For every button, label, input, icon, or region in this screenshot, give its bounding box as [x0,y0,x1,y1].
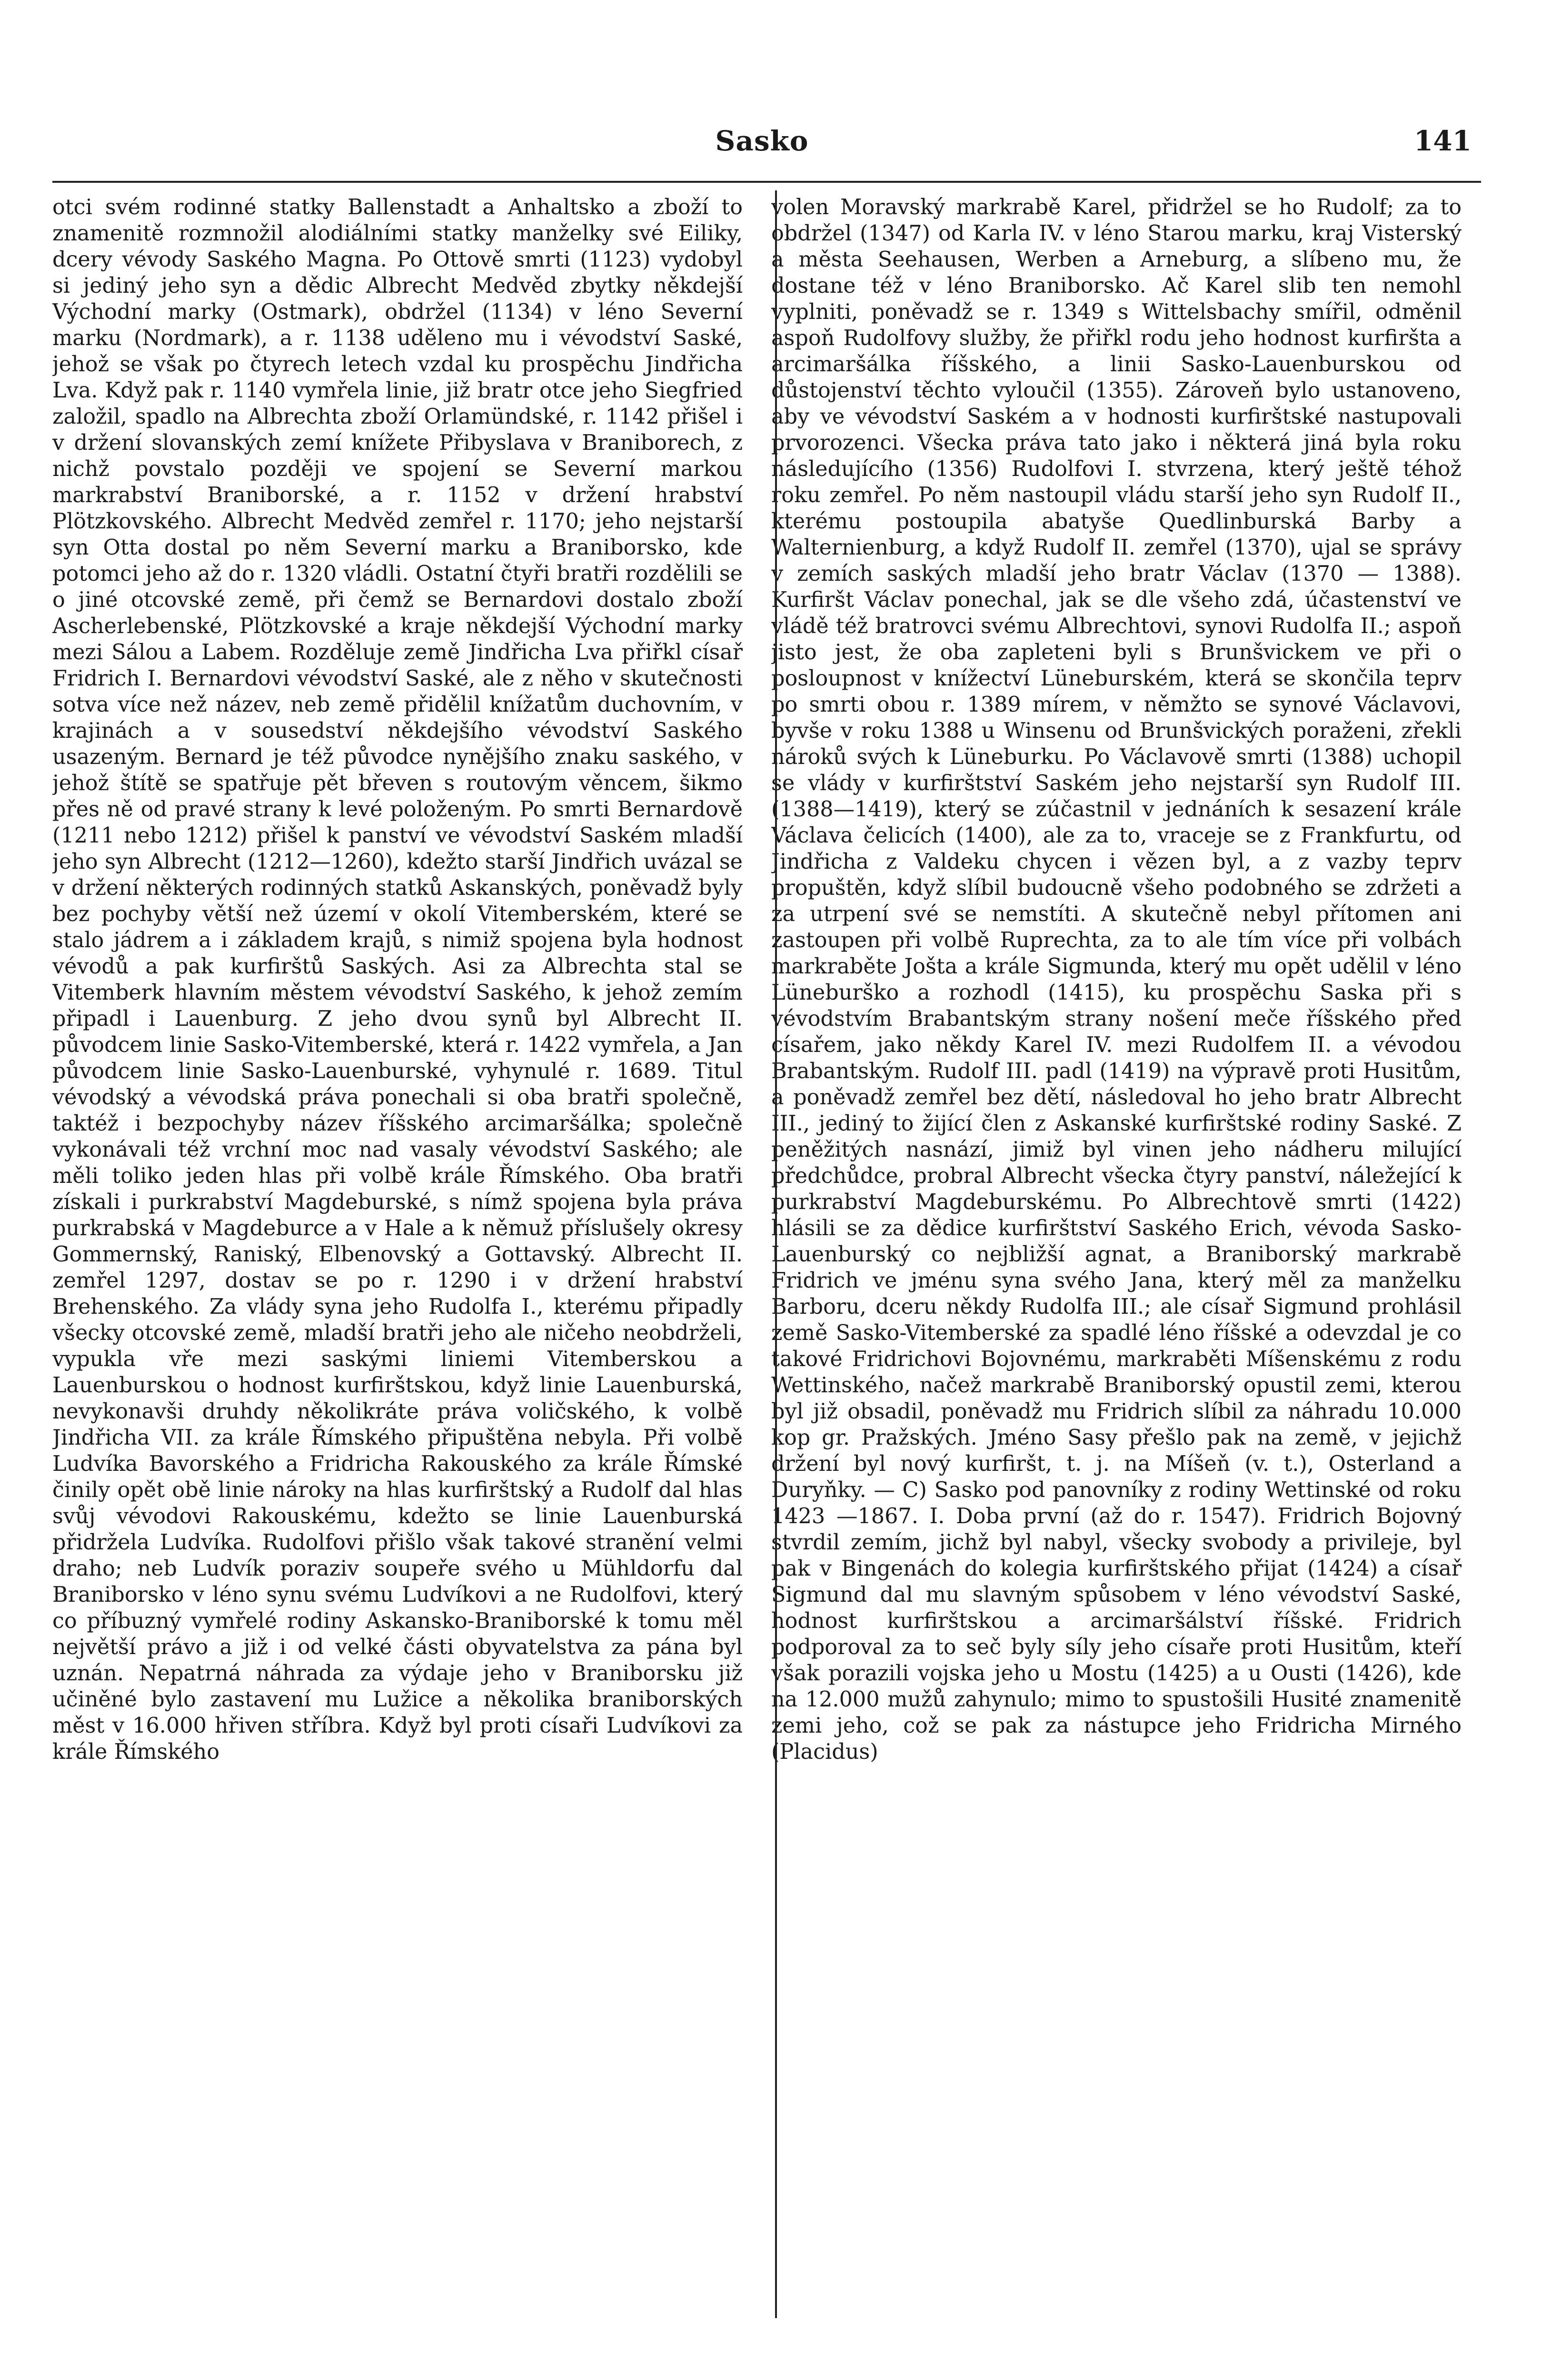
right-column-text: volen Moravský markrabě Karel, přidržel se ho Rudolf; za to obdržel (1347) od Karla IV. v léno Starou marku, kraj Visterský a města Seehausen, Werben a Arneburg, a slíbeno mu, že dostane též v léno Braniborsko. Ač Karel slib ten nemohl vyplniti, poněvadž se r. 1349 s Wittelsbachy smířil, odměnil aspoň Rudolfovy služby, že přiřkl rodu jeho hodnost kurfiršta a arcimaršálka říšského, a linii Sasko-Lauenburskou od důstojenství těchto vyloučil (1355). Zároveň bylo ustanoveno, aby ve vévodství Saském a v hodnosti kurfirštské nastupovali prvorozenci. Všecka práva tato jako i některá jiná byla roku následujícího (1356) Rudolfovi I. stvrzena, který ještě téhož roku zemřel. Po něm nastoupil vládu starší jeho syn Rudolf II., kterému postoupila abatyše Quedlinburská Barby a Walternienburg, a když Rudolf II. zemřel (1370), ujal se správy v zemích saských mladší jeho bratr Václav (1370 — 1388). Kurfiršt Václav ponechal, jak se dle všeho zdá, účastenství ve vládě též bratrovci svému Albrechtovi, synovi Rudolfa II.; aspoň jisto jest, že oba zapleteni byli s Brunšvickem ve při o posloupnost v knížectví Lüneburském, která se skončila teprv po smrti obou r. 1389 mírem, v němžto se synové Václavovi, byvše v roku 1388 u Winsenu od Brunšvických poraženi, zřekli nároků svých k Lüneburku. Po Václavově smrti (1388) uchopil se vlády v kurfirštství Saském jeho nejstarší syn Rudolf III. (1388—1419), který se zúčastnil v jednáních k sesazení krále Václava čelicích (1400), ale za to, vraceje se z Frankfurtu, od Jindřicha z Valdeku chycen i vězen byl, a z vazby teprv propuštěn, když slíbil budoucně všeho podobného se zdržeti a za utrpení své se nemstíti. A skutečně nebyl přítomen ani zastoupen při volbě Ruprechta, za to ale tím více při volbách markraběte Jošta a krále Sigmunda, který mu opět udělil v léno Lüneburško a rozhodl (1415), ku prospěchu Saska při s vévodstvím Brabantským strany nošení meče říšského před císařem, jako někdy Karel IV. mezi Rudolfem II. a vévodou Brabantským. Rudolf III. padl (1419) na výpravě proti Husitům, a poněvadž zemřel bez dětí, následoval ho jeho bratr Albrecht III., jediný to žijící člen z Askanské kurfirštské rodiny Saské. Z peněžitých nasnází, jimiž byl vinen jeho nádheru milující předchůdce, probral Albrecht všecka čtyry panství, náležející k purkrabství Magdeburskému. Po Albrechtově smrti (1422) hlásili se za dědice kurfirštství Saského Erich, vévoda Sasko-Lauenburský co nejbližší agnat, a Braniborský markrabě Fridrich ve jménu syna svého Jana, který měl za manželku Barboru, dceru někdy Rudolfa III.; ale císař Sigmund prohlásil země Sasko-Vitemberské za spadlé léno říšské a odevzdal je co takové Fridrichovi Bojovnému, markraběti Míšenskému z rodu Wettinského, načež markrabě Braniborský opustil zemi, kterou byl již obsadil, poněvadž mu Fridrich slíbil za náhradu 10.000 kop gr. Pražských. Jméno Sasy přešlo pak na země, v jejichž držení byl nový kurfiršt, t. j. na Míšeň (v. t.), Osterland a Duryňky. — C) Sasko pod panovníky z rodiny Wettinské od roku 1423 —1867. I. Doba první (až do r. 1547). Fridrich Bojovný stvrdil zemím, jichž byl nabyl, všecky svobody a privileje, byl pak v Bingenách do kolegia kurfirštského přijat (1424) a císař Sigmund dal mu slavným spůsobem v léno vévodství Saské, hodnost kurfirštskou a arcimaršálství říšské. Fridrich podporoval za to seč byly síly jeho císaře proti Husitům, kteří však porazili vojska jeho u Mostu (1425) a u Ousti (1426), kde na 12.000 mužů zahynulo; mimo to spustošili Husité znamenitě zemi jeho, což se pak za nástupce jeho Fridricha Mirného (Placidus) [771,195,1462,1764]
column-divider [775,190,777,2318]
running-title: Sasko [715,125,809,157]
right-column [771,194,1462,2308]
page-header [52,125,1472,168]
header-rule [52,181,1481,183]
left-column [52,194,743,2308]
left-column-text: otci svém rodinné statky Ballenstadt a Anhaltsko a zboží to znamenitě rozmnožil alodiálními statky manželky své Eiliky, dcery vévody Saského Magna. Po Ottově smrti (1123) vydobyl si jediný jeho syn a dědic Albrecht Medvěd zbytky někdejší Východní marky (Ostmark), obdržel (1134) v léno Severní marku (Nordmark), a r. 1138 uděleno mu i vévodství Saské, jehož se však po čtyrech letech vzdal ku prospěchu Jindřicha Lva. Když pak r. 1140 vymřela linie, již bratr otce jeho Siegfried založil, spadlo na Albrechta zboží Orlamündské, r. 1142 přišel i v držení slovanských zemí knížete Přibyslava v Braniborech, z nichž povstalo později ve spojení se Severní markou markrabství Braniborské, a r. 1152 v držení hrabství Plötzkovského. Albrecht Medvěd zemřel r. 1170; jeho nejstarší syn Otta dostal po něm Severní marku a Braniborsko, kde potomci jeho až do r. 1320 vládli. Ostatní čtyři bratři rozdělili se o jiné otcovské země, při čemž se Bernardovi dostalo zboží Ascherlebenské, Plötzkovské a kraje někdejší Východní marky mezi Sálou a Labem. Rozděluje země Jindřicha Lva přiřkl císař Fridrich I. Bernardovi vévodství Saské, ale z něho v skutečnosti sotva více než název, neb země přidělil knížatům duchovním, v krajinách a v sousedství někdejšího vévodství Saského usazeným. Bernard je též původce nynějšího znaku saského, v jehož štítě se spatřuje pět břeven s routovým věncem, šikmo přes ně od pravé strany k levé položeným. Po smrti Bernardově (1211 nebo 1212) přišel k panství ve vévodství Saském mladší jeho syn Albrecht (1212—1260), kdežto starší Jindřich uvázal se v držení některých rodinných statků Askanských, poněvadž byly bez pochyby větší než území v okolí Vitemberském, které se stalo jádrem a i základem krajů, s nimiž spojena byla hodnost vévodů a pak kurfirštů Saských. Asi za Albrechta stal se Vitemberk hlavním městem vévodství Saského, k jehož zemím připadl i Lauenburg. Z jeho dvou synů byl Albrecht II. původcem linie Sasko-Vitemberské, která r. 1422 vymřela, a Jan původcem linie Sasko-Lauenburské, vyhynulé r. 1689. Titul vévodský a vévodská práva ponechali si oba bratři společně, taktéž i bezpochyby název říšského arcimaršálka; společně vykonávali též vrchní moc nad vasaly vévodství Saského; ale měli toliko jeden hlas při volbě krále Římského. Oba bratři získali i purkrabství Magdeburské, s nímž spojena byla práva purkrabská v Magdeburce a v Hale a k němuž příslušely okresy Gommernský, Raniský, Elbenovský a Gottavský. Albrecht II. zemřel 1297, dostav se po r. 1290 i v držení hrabství Brehenského. Za vlády syna jeho Rudolfa I., kterému připadly všecky otcovské země, mladší bratři jeho ale ničeho neobdrželi, vypukla vře mezi saskými liniemi Vitemberskou a Lauenburskou o hodnost kurfirštskou, když linie Lauenburská, nevykonavši druhdy několikráte práva voličského, k volbě Jindřicha VII. za krále Římského připuštěna nebyla. Při volbě Ludvíka Bavorského a Fridricha Rakouského za krále Římské činily opět obě linie nároky na hlas kurfirštský a Rudolf dal hlas svůj vévodovi Rakouskému, kdežto se linie Lauenburská přidržela Ludvíka. Rudolfovi přišlo však takové stranění velmi draho; neb Ludvík poraziv soupeře svého u Mühldorfu dal Braniborsko v léno synu svému Ludvíkovi a ne Rudolfovi, který co příbuzný vymřelé rodiny Askansko-Braniborské k tomu měl největší právo a již i od velké části obyvatelstva za pána byl uznán. Nepatrná náhrada za výdaje jeho v Braniborsku již učiněné bylo zastavení mu Lužice a několika braniborských měst v 16.000 hřiven stříbra. Když byl proti císaři Ludvíkovi za krále Římského [52,195,743,1764]
text-columns [52,194,1462,2308]
page-number: 141 [1413,125,1472,157]
